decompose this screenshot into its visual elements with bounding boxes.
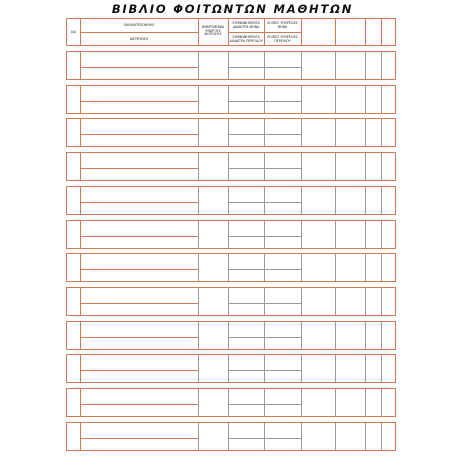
row-column-divider [301, 355, 302, 382]
table-row [66, 253, 396, 282]
row-column-divider [198, 187, 199, 214]
row-name-address-divider [80, 168, 198, 169]
row-column-divider [264, 254, 265, 281]
row-column-divider [80, 153, 81, 180]
header-name-label: ΟΝΟΜΑΤΕΠΩΝΥΜΟ [123, 23, 155, 27]
header-column-divider [335, 19, 336, 45]
header-enrollment-label: ΗΜΕΡΟΜΗΝΙΑ ΕΝΑΡΞΗΣ ΦΟΙΤΗΣΗΣ [201, 25, 225, 37]
row-column-divider [365, 254, 366, 281]
row-column-divider [301, 52, 302, 79]
row-column-divider [365, 288, 366, 315]
row-column-divider [335, 288, 336, 315]
row-name-address-divider [80, 303, 198, 304]
header-column-divider [365, 19, 366, 45]
row-column-divider [365, 52, 366, 79]
table-row [66, 51, 396, 80]
row-column-divider [301, 86, 302, 113]
row-column-divider [365, 423, 366, 450]
row-column-divider [335, 254, 336, 281]
row-column-divider [228, 288, 229, 315]
row-column-divider [335, 119, 336, 146]
row-column-divider [228, 322, 229, 349]
row-column-divider [198, 221, 199, 248]
row-name-address-divider [80, 370, 198, 371]
row-name-address-divider [80, 134, 198, 135]
row-name-address-divider [80, 337, 198, 338]
row-column-divider [301, 254, 302, 281]
row-fees-divider [228, 67, 301, 68]
row-column-divider [198, 423, 199, 450]
table-row [66, 287, 396, 316]
row-column-divider [335, 389, 336, 416]
row-column-divider [381, 288, 382, 315]
row-column-divider [381, 86, 382, 113]
row-column-divider [335, 423, 336, 450]
row-column-divider [198, 119, 199, 146]
row-column-divider [80, 119, 81, 146]
page-title: ΒΙΒΛΙΟ ΦΟΙΤΩΝΤΩΝ ΜΑΘΗΤΩΝ [111, 2, 354, 16]
row-column-divider [365, 221, 366, 248]
table-row [66, 321, 396, 350]
row-column-divider [381, 254, 382, 281]
row-column-divider [264, 52, 265, 79]
row-column-divider [365, 86, 366, 113]
table-row [66, 186, 396, 215]
row-column-divider [381, 119, 382, 146]
row-column-divider [301, 389, 302, 416]
row-name-address-divider [80, 101, 198, 102]
row-column-divider [264, 119, 265, 146]
row-fees-divider [228, 134, 301, 135]
row-column-divider [80, 254, 81, 281]
header-services-month-label: ΛΟΙΠΕΣ ΥΠΗΡΕΣΙΕΣ ΜΗΝΑ [267, 21, 298, 29]
row-fees-divider [228, 269, 301, 270]
header-block [66, 18, 396, 46]
row-column-divider [335, 355, 336, 382]
row-column-divider [80, 187, 81, 214]
row-name-address-divider [80, 67, 198, 68]
row-column-divider [381, 389, 382, 416]
row-column-divider [264, 355, 265, 382]
table-row [66, 118, 396, 147]
row-column-divider [264, 423, 265, 450]
row-column-divider [80, 355, 81, 382]
row-fees-divider [228, 101, 301, 102]
row-column-divider [198, 355, 199, 382]
row-column-divider [80, 322, 81, 349]
table-row [66, 354, 396, 383]
row-column-divider [228, 52, 229, 79]
row-column-divider [198, 86, 199, 113]
row-column-divider [365, 355, 366, 382]
row-column-divider [301, 221, 302, 248]
row-fees-divider [228, 168, 301, 169]
row-column-divider [264, 288, 265, 315]
header-num-label: Α/Α [70, 30, 77, 34]
row-column-divider [228, 355, 229, 382]
row-column-divider [198, 322, 199, 349]
row-column-divider [264, 221, 265, 248]
header-row-divider [264, 32, 301, 33]
table-row [66, 152, 396, 181]
row-column-divider [365, 389, 366, 416]
row-column-divider [80, 423, 81, 450]
row-column-divider [381, 221, 382, 248]
row-fees-divider [228, 236, 301, 237]
row-column-divider [80, 389, 81, 416]
row-column-divider [228, 86, 229, 113]
header-row-divider [228, 32, 264, 33]
row-column-divider [198, 288, 199, 315]
row-column-divider [301, 119, 302, 146]
row-column-divider [228, 221, 229, 248]
row-column-divider [335, 187, 336, 214]
row-name-address-divider [80, 269, 198, 270]
row-fees-divider [228, 337, 301, 338]
row-column-divider [301, 423, 302, 450]
row-column-divider [301, 187, 302, 214]
row-column-divider [381, 52, 382, 79]
header-column-divider [381, 19, 382, 45]
row-column-divider [80, 221, 81, 248]
row-name-address-divider [80, 438, 198, 439]
row-column-divider [198, 52, 199, 79]
row-column-divider [228, 389, 229, 416]
row-column-divider [301, 153, 302, 180]
row-fees-divider [228, 438, 301, 439]
row-column-divider [301, 322, 302, 349]
row-column-divider [228, 119, 229, 146]
row-column-divider [264, 153, 265, 180]
row-column-divider [301, 288, 302, 315]
row-column-divider [264, 322, 265, 349]
header-services-period-label: ΛΟΙΠΕΣ ΥΠΗΡΕΣΙΕΣ ΠΕΡΙΟΔΟΥ [267, 35, 298, 43]
header-fees-month-label: ΣΥΜΦΩΝΗΘΕΝΤΑ ΔΙΔΑΚΤΡΑ ΜΗΝΑ [232, 21, 260, 29]
row-fees-divider [228, 404, 301, 405]
row-column-divider [198, 254, 199, 281]
row-column-divider [381, 355, 382, 382]
row-column-divider [228, 187, 229, 214]
table-row [66, 422, 396, 451]
row-column-divider [335, 153, 336, 180]
row-fees-divider [228, 370, 301, 371]
row-column-divider [381, 322, 382, 349]
header-fees-period-label: ΣΥΜΦΩΝΗΘΕΝΤΑ ΔΙΔΑΚΤΡΑ ΠΕΡΙΟΔΟΥ [229, 35, 263, 43]
row-column-divider [198, 389, 199, 416]
row-column-divider [80, 86, 81, 113]
table-row [66, 220, 396, 249]
row-column-divider [365, 187, 366, 214]
header-address-label: ΔΙΕΥΘΥΝΣΗ [129, 37, 149, 41]
row-column-divider [365, 153, 366, 180]
row-column-divider [80, 288, 81, 315]
row-column-divider [264, 187, 265, 214]
table-row [66, 388, 396, 417]
row-fees-divider [228, 202, 301, 203]
header-row-divider [80, 32, 198, 33]
row-column-divider [264, 389, 265, 416]
row-column-divider [381, 153, 382, 180]
row-column-divider [335, 221, 336, 248]
row-name-address-divider [80, 404, 198, 405]
header-column-divider [301, 19, 302, 45]
row-column-divider [80, 52, 81, 79]
row-fees-divider [228, 303, 301, 304]
row-column-divider [335, 322, 336, 349]
row-column-divider [365, 322, 366, 349]
row-column-divider [381, 423, 382, 450]
row-column-divider [335, 52, 336, 79]
table-row [66, 85, 396, 114]
row-column-divider [198, 153, 199, 180]
row-column-divider [228, 423, 229, 450]
row-name-address-divider [80, 236, 198, 237]
row-column-divider [228, 153, 229, 180]
row-name-address-divider [80, 202, 198, 203]
row-column-divider [365, 119, 366, 146]
row-column-divider [335, 86, 336, 113]
row-column-divider [228, 254, 229, 281]
row-column-divider [381, 187, 382, 214]
row-column-divider [264, 86, 265, 113]
